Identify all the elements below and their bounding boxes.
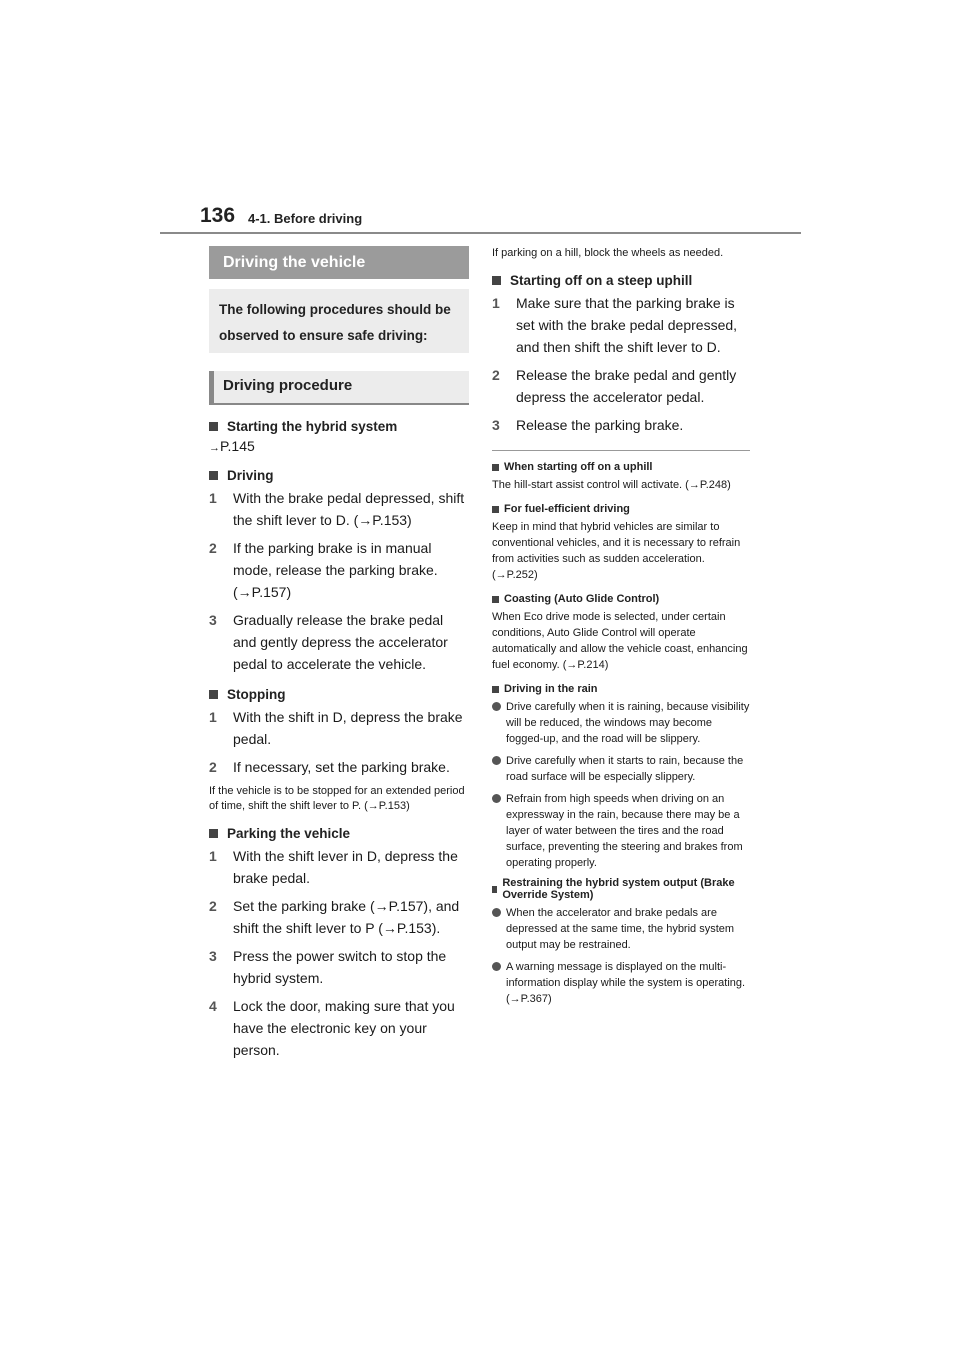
step-text: If the parking brake is in manual mode, release the parking brake. (→P.157): [233, 540, 438, 600]
ref-starting: [209, 438, 469, 454]
bullet-dot-icon: [492, 794, 501, 803]
arrow-icon: →: [209, 442, 220, 454]
driving-step-1: [209, 487, 469, 531]
step-text: Press the power switch to stop the hybrid system.: [233, 948, 447, 986]
left-column: [209, 246, 469, 1067]
note-fuel-head: [492, 503, 750, 515]
note-coasting-body: When Eco drive mode is selected, under certain conditions, Auto Glide Control will operate automatically and allow the vehicle coast, enhancing fuel economy. (→P.214): [492, 611, 748, 671]
bullet-dot-icon: [492, 908, 501, 917]
parking-step-1: [209, 845, 469, 889]
heading-stopping: [209, 687, 469, 702]
heading-driving: [209, 468, 469, 483]
page-header: [200, 204, 800, 234]
step-text: With the brake pedal depressed, shift the shift lever to D. (→P.153): [233, 490, 465, 528]
heading-text: Driving: [227, 468, 274, 483]
override-bullet-2: [492, 959, 750, 1007]
parking-step-2: [209, 895, 469, 939]
step-number: 1: [209, 848, 217, 864]
parking-step-3: [209, 945, 469, 989]
note-coasting-head: [492, 593, 750, 605]
square-bullet-icon: [492, 276, 501, 285]
parking-step-4: [209, 995, 469, 1061]
bullet-text: Drive carefully when it starts to rain, because the road surface will be especially slippery.: [506, 755, 744, 783]
right-column: [492, 246, 750, 1013]
note-head-text: When starting off on a uphill: [504, 461, 653, 473]
note-uphill-body: The hill-start assist control will activate. (→P.248): [492, 479, 731, 491]
square-bullet-icon: [492, 464, 499, 471]
step-text: Make sure that the parking brake is set with the brake pedal depressed, and then shift the shift lever to D.: [516, 295, 738, 355]
step-text: Lock the door, making sure that you have the electronic key on your person.: [233, 998, 455, 1058]
step-number: 3: [209, 612, 217, 628]
step-text: With the shift lever in D, depress the brake pedal.: [233, 848, 458, 886]
notes-divider: [492, 450, 750, 451]
hill-note: If parking on a hill, block the wheels as needed.: [492, 247, 724, 259]
intro-box: The following procedures should be observed to ensure safe driving:: [209, 289, 469, 353]
step-number: 3: [209, 948, 217, 964]
stopping-note: If the vehicle is to be stopped for an extended period of time, shift the shift lever to P. (→P.153): [209, 785, 465, 812]
section-title: 4-1. Before driving: [248, 211, 363, 226]
square-bullet-icon: [209, 690, 218, 699]
note-fuel-body: Keep in mind that hybrid vehicles are similar to conventional vehicles, and it is necessary to refrain from activities such as sudden acceleration. (→P.252): [492, 521, 741, 581]
step-number: 3: [492, 417, 500, 433]
square-bullet-icon: [209, 829, 218, 838]
heading-text: Starting off on a steep uphill: [510, 273, 693, 288]
driving-step-3: [209, 609, 469, 675]
bullet-text: When the accelerator and brake pedals are depressed at the same time, the hybrid system output may be restrained.: [506, 907, 735, 951]
step-text: Release the brake pedal and gently depress the accelerator pedal.: [516, 367, 737, 405]
note-head-text: Restraining the hybrid system output (Brake Override System): [502, 877, 735, 901]
override-bullet-1: [492, 905, 750, 953]
square-bullet-icon: [209, 471, 218, 480]
bullet-text: Drive carefully when it is raining, because visibility will be reduced, the windows may become fogged-up, and the road will be slippery.: [506, 701, 750, 745]
step-number: 4: [209, 998, 217, 1014]
heading-text: Starting the hybrid system: [227, 419, 398, 434]
uphill-step-2: [492, 364, 750, 408]
driving-step-2: [209, 537, 469, 603]
step-number: 2: [492, 367, 500, 383]
bullet-dot-icon: [492, 702, 501, 711]
heading-uphill: [492, 273, 750, 288]
page-number: 136: [200, 204, 236, 227]
heading-text: Stopping: [227, 687, 286, 702]
step-number: 2: [209, 759, 217, 775]
step-text: Release the parking brake.: [516, 417, 684, 433]
page-title: Driving the vehicle: [209, 246, 469, 279]
rain-bullet-3: [492, 791, 750, 871]
bullet-dot-icon: [492, 962, 501, 971]
square-bullet-icon: [492, 686, 499, 693]
square-bullet-icon: [209, 422, 218, 431]
square-bullet-icon: [492, 886, 497, 893]
step-number: 2: [209, 540, 217, 556]
square-bullet-icon: [492, 596, 499, 603]
step-text: If necessary, set the parking brake.: [233, 759, 450, 775]
heading-parking: [209, 826, 469, 841]
note-head-text: Driving in the rain: [504, 683, 598, 695]
note-head-text: Coasting (Auto Glide Control): [504, 593, 660, 605]
step-number: 1: [209, 490, 217, 506]
step-text: Gradually release the brake pedal and gently depress the accelerator pedal to accelerate the vehicle.: [233, 612, 448, 672]
stopping-step-1: [209, 706, 469, 750]
note-uphill-head: [492, 461, 750, 473]
rain-bullet-2: [492, 753, 750, 785]
step-text: Set the parking brake (→P.157), and shift the shift lever to P (→P.153).: [233, 898, 460, 936]
step-number: 1: [209, 709, 217, 725]
uphill-step-1: [492, 292, 750, 358]
step-text: With the shift in D, depress the brake pedal.: [233, 709, 463, 747]
square-bullet-icon: [492, 506, 499, 513]
bullet-text: Refrain from high speeds when driving on an expressway in the rain, because there may be a layer of water between the tires and the road surface, preventing the steering and brakes from operating properly.: [506, 793, 743, 869]
heading-starting-hybrid: [209, 419, 469, 434]
heading-text: Parking the vehicle: [227, 826, 351, 841]
ref-link[interactable]: P.145: [220, 438, 255, 454]
note-head-text: For fuel-efficient driving: [504, 503, 630, 515]
header-rule: [160, 232, 801, 234]
bullet-text: A warning message is displayed on the multi-information display while the system is operating. (→P.367): [506, 961, 746, 1005]
uphill-step-3: [492, 414, 750, 436]
step-number: 1: [492, 295, 500, 311]
note-override-head: [492, 877, 750, 901]
step-number: 2: [209, 898, 217, 914]
note-rain-head: [492, 683, 750, 695]
bullet-dot-icon: [492, 756, 501, 765]
stopping-step-2: [209, 756, 469, 778]
rain-bullet-1: [492, 699, 750, 747]
subheading-driving-procedure: Driving procedure: [209, 371, 469, 405]
